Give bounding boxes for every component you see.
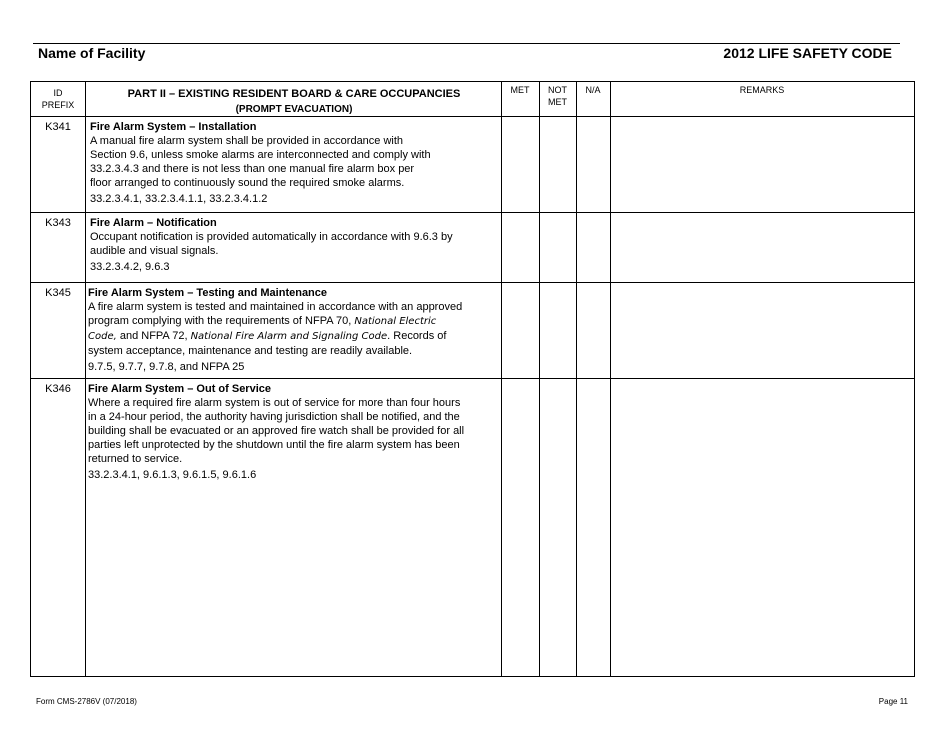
prefix-header-line: PREFIX — [41, 100, 75, 110]
item-title: Fire Alarm – Notification — [90, 217, 217, 229]
item-body-line: returned to service. — [88, 453, 183, 465]
row-divider — [31, 212, 914, 213]
not-met-header — [539, 84, 576, 108]
item-body — [88, 300, 500, 358]
remarks-header: REMARKS — [739, 85, 785, 95]
item-body-line: Occupant notification is provided automatically in accordance with 9.6.3 by — [90, 231, 453, 243]
code-title: 2012 LIFE SAFETY CODE — [723, 45, 892, 61]
item-body-line: in a 24-hour period, the authority having jurisdiction shall be notified, and the — [88, 411, 460, 423]
item-reference: 9.7.5, 9.7.7, 9.7.8, and NFPA 25 — [88, 361, 245, 373]
page-number: Page 11 — [878, 697, 908, 706]
item-body-line: Where a required fire alarm system is out of service for more than four hours — [88, 397, 461, 409]
row-tag: K341 — [45, 121, 71, 133]
row-tag: K343 — [45, 217, 71, 229]
not-met-line1: NOT — [548, 85, 567, 95]
item-body-line — [88, 314, 500, 329]
item-reference: 33.2.3.4.1, 9.6.1.3, 9.6.1.5, 9.6.1.6 — [88, 469, 257, 481]
item-title: Fire Alarm System – Installation — [90, 121, 257, 133]
item-reference: 33.2.3.4.1, 33.2.3.4.1.1, 33.2.3.4.1.2 — [90, 193, 268, 205]
item-reference: 33.2.3.4.2, 9.6.3 — [90, 261, 170, 273]
table-row-content — [88, 382, 500, 482]
part-title-header — [87, 86, 501, 118]
row-divider — [31, 282, 914, 283]
row-tag: K346 — [45, 383, 71, 395]
item-body-line: building shall be evacuated or an approved fire watch shall be provided for all — [88, 425, 465, 437]
part-title: PART II – EXISTING RESIDENT BOARD & CARE OCCUPANCIES — [127, 88, 461, 100]
table-row-content — [90, 216, 500, 274]
table-row-content — [90, 120, 500, 206]
part-subtitle: (PROMPT EVACUATION) — [235, 104, 353, 115]
col-divider — [539, 82, 540, 676]
item-body-line: 33.2.3.4.3 and there is not less than one manual fire alarm box per — [90, 163, 415, 175]
item-body — [88, 396, 500, 466]
item-body-line: A manual fire alarm system shall be provided in accordance with — [90, 135, 404, 147]
item-body — [90, 230, 500, 258]
body-text: and NFPA 72, — [116, 330, 191, 342]
row-tag: K345 — [45, 287, 71, 299]
checklist-table — [30, 81, 915, 677]
col-divider — [610, 82, 611, 676]
facility-name-label: Name of Facility — [38, 45, 146, 61]
code-name-italic: National Fire Alarm and Signaling Code — [190, 331, 388, 342]
header-rule — [33, 43, 900, 44]
not-met-line2: MET — [548, 97, 567, 107]
item-title: Fire Alarm System – Out of Service — [88, 383, 271, 395]
col-divider — [501, 82, 502, 676]
item-title: Fire Alarm System – Testing and Maintenance — [88, 287, 328, 299]
id-header-line: ID — [53, 88, 63, 98]
item-body-line: parties left unprotected by the shutdown until the fire alarm system has been — [88, 439, 460, 451]
item-body-line: system acceptance, maintenance and testing are readily available. — [88, 345, 413, 357]
item-body-line: A fire alarm system is tested and maintained in accordance with an approved — [88, 301, 463, 313]
body-text: . Records of — [387, 330, 447, 342]
table-row-content — [88, 286, 500, 374]
code-name-italic: National Electric — [354, 316, 437, 327]
met-header: MET — [510, 85, 530, 95]
item-body-line: audible and visual signals. — [90, 245, 219, 257]
body-text: program complying with the requirements of NFPA 70, — [88, 315, 355, 327]
item-body-line — [88, 329, 500, 344]
col-divider — [85, 82, 86, 676]
na-header: N/A — [585, 85, 601, 95]
row-divider — [31, 378, 914, 379]
item-body-line: Section 9.6, unless smoke alarms are interconnected and comply with — [90, 149, 431, 161]
item-body — [90, 134, 500, 190]
col-divider — [576, 82, 577, 676]
code-name-italic: Code, — [88, 331, 117, 342]
form-id: Form CMS-2786V (07/2018) — [36, 697, 137, 706]
item-body-line: floor arranged to continuously sound the required smoke alarms. — [90, 177, 405, 189]
id-prefix-header — [31, 87, 85, 111]
